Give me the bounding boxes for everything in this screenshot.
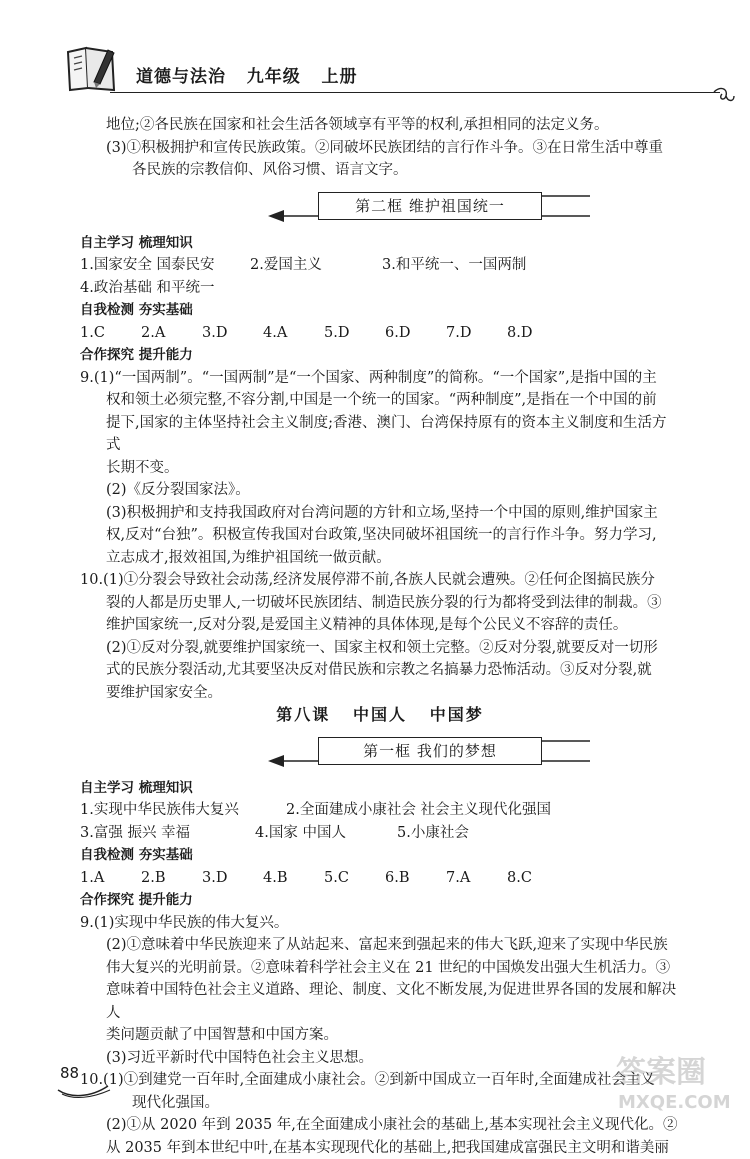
answer-line: 长期不变。 <box>80 457 680 480</box>
answer-item: 5.C <box>324 867 385 890</box>
book-pencil-icon <box>64 44 120 92</box>
answer-item: 4.A <box>263 322 324 345</box>
header-title: 道德与法治 九年级 上册 <box>136 62 358 87</box>
answer-row <box>80 867 680 890</box>
answer-line: 裂的人都是历史罪人,一切破坏民族团结、制造民族分裂的行为都将受到法律的制裁。③ <box>80 592 680 615</box>
study-item: 2.爱国主义 <box>250 254 382 277</box>
answer-line: 现代化强国。 <box>80 1092 680 1115</box>
answer-item: 5.D <box>324 322 385 345</box>
page-header <box>0 0 750 110</box>
study-row <box>80 254 680 277</box>
section-heading: 自我检测 夯实基础 <box>80 299 680 322</box>
answer-line: (2)①意味着中华民族迎来了从站起来、富起来到强起来的伟大飞跃,迎来了实现中华民族 <box>80 934 680 957</box>
answer-line: 从 2035 年到本世纪中叶,在基本实现现代化的基础上,把我国建成富强民主文明和谐美丽 <box>80 1137 680 1159</box>
answer-line: 要维护国家安全。 <box>80 682 680 705</box>
study-item: 1.实现中华民族伟大复兴 <box>80 799 286 822</box>
answer-line: 9.(1)“一国两制”。“一国两制”是“一个国家、两种制度”的简称。“一个国家”,是指中国的主 <box>80 367 680 390</box>
answer-row <box>80 322 680 345</box>
study-item: 3.富强 振兴 幸福 <box>80 822 255 845</box>
answer-line: (2)①从 2020 年到 2035 年,在全面建成小康社会的基础上,基本实现社会主义现代化。② <box>80 1114 680 1137</box>
answer-line: 立志成才,报效祖国,为维护祖国统一做贡献。 <box>80 547 680 570</box>
answer-item: 7.D <box>446 322 507 345</box>
answer-item: 1.A <box>80 867 141 890</box>
swirl-ornament-icon <box>712 84 736 108</box>
answer-line: 类问题贡献了中国智慧和中国方案。 <box>80 1024 680 1047</box>
answer-item: 8.C <box>507 867 532 890</box>
study-item: 1.国家安全 国泰民安 <box>80 254 250 277</box>
answer-item: 1.C <box>80 322 141 345</box>
section-heading: 自主学习 梳理知识 <box>80 232 680 255</box>
intro-line: (3)①积极拥护和宣传民族政策。②同破坏民族团结的言行作斗争。③在日常生活中尊重 <box>80 137 680 160</box>
watermark-bottom: MXQE.COM <box>618 1092 731 1113</box>
section-banner-label: 第一框 我们的梦想 <box>318 737 542 765</box>
answer-line: (2)《反分裂国家法》。 <box>80 479 680 502</box>
section-banner <box>80 731 680 771</box>
lesson-title: 第八课 中国人 中国梦 <box>80 704 680 727</box>
page-number: 88 <box>60 1064 79 1082</box>
watermark-logo <box>612 1044 742 1114</box>
answer-line: 10.(1)①分裂会导致社会动荡,经济发展停滞不前,各族人民就会遭殃。②任何企图搞民族分 <box>80 569 680 592</box>
section-heading: 自主学习 梳理知识 <box>80 777 680 800</box>
answer-item: 8.D <box>507 322 532 345</box>
watermark-top: 答案圈 <box>616 1055 706 1090</box>
answer-line: (2)①反对分裂,就要维护国家统一、国家主权和领土完整。②反对分裂,就要反对一切形 <box>80 637 680 660</box>
answer-line: 10.(1)①到建党一百年时,全面建成小康社会。②到新中国成立一百年时,全面建成社会主义 <box>80 1069 680 1092</box>
section-heading: 合作探究 提升能力 <box>80 889 680 912</box>
section-heading: 合作探究 提升能力 <box>80 344 680 367</box>
study-row <box>80 799 680 822</box>
answer-item: 3.D <box>202 867 263 890</box>
answer-line: 提下,国家的主体坚持社会主义制度;香港、澳门、台湾保持原有的资本主义制度和生活方式 <box>80 412 680 457</box>
intro-line: 各民族的宗教信仰、风俗习惯、语言文字。 <box>80 159 680 182</box>
study-item: 5.小康社会 <box>397 822 469 845</box>
answer-item: 2.B <box>141 867 202 890</box>
answer-line: 维护国家统一,反对分裂,是爱国主义精神的具体体现,是每个公民义不容辞的责任。 <box>80 614 680 637</box>
header-rule <box>110 92 720 93</box>
answer-item: 3.D <box>202 322 263 345</box>
answer-content <box>80 114 680 1159</box>
answer-item: 7.A <box>446 867 507 890</box>
answer-line: (3)习近平新时代中国特色社会主义思想。 <box>80 1047 680 1070</box>
section-banner <box>80 186 680 226</box>
answer-item: 2.A <box>141 322 202 345</box>
answer-line: 式的民族分裂活动,尤其要坚决反对借民族和宗教之名搞暴力恐怖活动。③反对分裂,就 <box>80 659 680 682</box>
answer-line: 9.(1)实现中华民族的伟大复兴。 <box>80 912 680 935</box>
section-heading: 自我检测 夯实基础 <box>80 844 680 867</box>
section-banner-label: 第二框 维护祖国统一 <box>318 192 542 220</box>
answer-item: 4.B <box>263 867 324 890</box>
answer-line: 权,反对“台独”。积极宣传我国对台政策,坚决同破坏祖国统一的言行作斗争。努力学习, <box>80 524 680 547</box>
study-row <box>80 822 680 845</box>
swoosh-ornament-icon <box>56 1068 116 1098</box>
study-row <box>80 277 680 300</box>
answer-line: (3)积极拥护和支持我国政府对台湾问题的方针和立场,坚持一个中国的原则,维护国家主 <box>80 502 680 525</box>
answer-line: 意味着中国特色社会主义道路、理论、制度、文化不断发展,为促进世界各国的发展和解决人 <box>80 979 680 1024</box>
study-item: 3.和平统一、一国两制 <box>382 254 526 277</box>
answer-line: 权和领土必须完整,不容分割,中国是一个统一的国家。“两种制度”,是指在一个中国的前 <box>80 389 680 412</box>
answer-line: 伟大复兴的光明前景。②意味着科学社会主义在 21 世纪的中国焕发出强大生机活力。③ <box>80 957 680 980</box>
answer-item: 6.B <box>385 867 446 890</box>
study-item: 4.政治基础 和平统一 <box>80 277 214 300</box>
answer-item: 6.D <box>385 322 446 345</box>
intro-line: 地位;②各民族在国家和社会生活各领域享有平等的权利,承担相同的法定义务。 <box>80 114 680 137</box>
study-item: 4.国家 中国人 <box>255 822 397 845</box>
study-item: 2.全面建成小康社会 社会主义现代化强国 <box>286 799 551 822</box>
